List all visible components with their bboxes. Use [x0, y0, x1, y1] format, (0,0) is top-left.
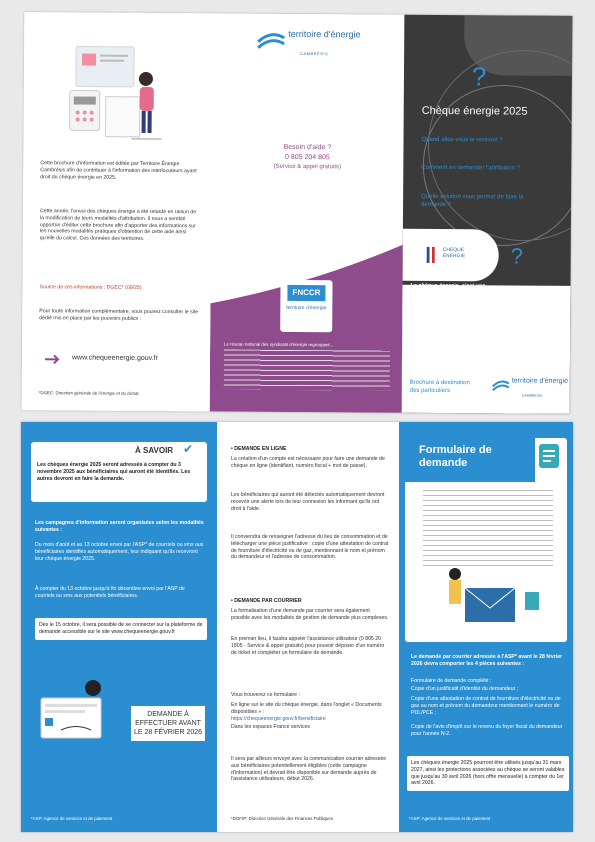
form-item-2: Copie d'un justificatif d'identité du demandeur ;: [411, 686, 519, 692]
info-box-2-text: Dès le 15 octobre, il sera possible de se connecter sur la plateforme de demande accessible sur le site www.chequeenergie.gouv.fr: [35, 618, 207, 640]
panel-cover: [402, 15, 573, 414]
help-note: (Service & appel gratuits): [273, 163, 342, 171]
info-box-1: [31, 442, 207, 502]
footnote-asp-2: *ASP: Agence de services et de paiement: [409, 816, 491, 821]
validity-note: Les chèques énergie 2025 pourront être utilisés jusqu'au 31 mars 2027, ainsi les protections associées au chèque se seront valables que jusqu'au 30 avril 2026 (hors offre mensuelle) à compter du 1er avril 2026.: [407, 756, 569, 791]
mail-bullet-1: En ligne sur le site du chèque énergie, dans l'onglet « Documents disponibles » :: [231, 702, 382, 715]
footer-logo-icon: [492, 377, 510, 391]
question-2: Comment en demander l'attribution ?: [421, 164, 520, 172]
footer-logo-sub: CAMBRÉSIS: [521, 393, 543, 398]
question-mark-icon-2: ?: [510, 243, 524, 269]
website-link[interactable]: www.chequeenergie.gouv.fr: [71, 354, 158, 363]
online-p1: La création d'un compte est nécessaire pour faire une demande de chèque en ligne (identifiant, numéro fiscal + mot de passe).: [231, 456, 385, 469]
fnccr-badge: [280, 280, 332, 332]
panel-demandes: [217, 422, 399, 832]
mail-p3: Vous trouverez ce formulaire :: [231, 692, 300, 698]
form-lead: Le demande par courrier adressée à l'ASP* avant le 28 février 2026 devra comporter les 4 pièces suivantes :: [411, 654, 563, 667]
help-title: Besoin d'aide ?: [283, 143, 332, 152]
illustration-person-laptop: [31, 678, 125, 778]
logo-wordmark: territoire d'énergie: [288, 28, 361, 40]
brochure-front-sheet: [22, 12, 573, 414]
question-1: Quand allez-vous le recevoir ?: [421, 136, 503, 144]
deadline-badge: DEMANDE À EFFECTUER AVANT LE 28 FÉVRIER 2026: [131, 706, 205, 741]
intro-text: Cette brochure d'information est éditée par Territoire Énergie Cambrésis afin de contribuer à l'information des interlocuteurs ayant droit du chèque énergie en 2025.: [40, 160, 197, 181]
footnote-dgfip: *DGFIP: Direction Générale des Finances Publiques: [231, 816, 334, 821]
cover-title: Chèque énergie 2025: [421, 104, 528, 118]
network-text: Le réseau national des syndicats d'énergie regroupant...: [224, 341, 334, 348]
heading-online: • DEMANDE EN LIGNE: [231, 446, 287, 452]
fnccr-name: territoire d'énergie: [286, 304, 327, 312]
card-line2: ÉNERGIE: [442, 253, 466, 260]
footnote-asp: *ASP: Agence de services et de paiement: [31, 816, 113, 821]
fnccr-acronym: FNCCR: [287, 285, 325, 301]
card-line1: CHÈQUE: [442, 247, 465, 254]
checkmark-icon: ✔: [183, 442, 194, 456]
panel-formulaire: [399, 422, 573, 832]
question-mark-icon: ?: [471, 61, 487, 92]
network-text-lines: [224, 349, 390, 390]
more-info-text: Pour toute information complémentaire, vous pouvez consulter le site dédié mis en place par les pouvoirs publics :: [39, 308, 199, 322]
question-3: Quelle solution vous permet de faire la demande ?: [421, 193, 524, 209]
context-text: Cette année, l'envoi des chèques énergie a été retardé en raison de la modification de leurs modalités d'attribution. Il nous a semblé opportun d'éditer cette brochure afin d'apporter des informations sur les nouvelles modalités pratiques d'obtention de cette aide ainsi qu'elle du calcul. Ces données des territoires.: [39, 208, 197, 243]
tagline: Le chèque énergie, c'est une aide: [410, 282, 486, 296]
mail-p2: En premier lieu, il faudra appeler l'assistance utilisateur (0 805 20 1805 - Service & appel gratuits) pour pouvoir déposer d'un numéro de ticket et compléter un formulaire de demande.: [231, 636, 385, 656]
online-p3: Il conviendra de renseigner l'adresse du lieu de consommation et de télécharger une pièce justificative : copie d'une attestation de contrat de fourniture d'électricité ou de gaz, mentionnant le nom et prénom du demandeur et l'adresse de consommation.: [231, 534, 389, 561]
panel-contact: [210, 13, 405, 412]
form-link[interactable]: https://chequeenergie.gouv.fr/beneficiaire: [231, 716, 326, 722]
panel-intro: [22, 12, 213, 411]
cheque-card-photo: [403, 229, 499, 282]
mail-p4: Il sera par ailleurs envoyé avec la communication courrier adressée aux bénéficiaires potentiellement éligibles (cette campagne d'information) et devrait être disponible sur demande auprès de l'assistance utilisateurs, début 2026.: [231, 756, 387, 783]
footer-logo-wordmark: territoire d'énergie: [511, 377, 569, 385]
pointing-hand-icon: [44, 352, 66, 366]
campaign-bullet-2: À compter du 13 octobre jusqu'à fin décembre envoi par l'ASP de courriels ou sms aux potentiels bénéficiaires.: [35, 586, 185, 599]
mail-bullet-2: Dans les espaces France services: [231, 724, 310, 730]
form-item-4: Copie de l'avis d'impôt sur le revenu du foyer fiscal du demandeur pour l'année N-2.: [411, 724, 563, 737]
campaigns-title: Les campagnes d'information seront organisées selon les modalités suivantes :: [35, 520, 204, 533]
illustration-mail-person: [425, 558, 555, 638]
online-p2: Les bénéficiaires qui auront été détectés automatiquement devront recevoir une alerte lors de leur connexion les informant qu'ils ont droit à l'aide.: [231, 492, 385, 512]
help-phone[interactable]: 0 805 204 805: [284, 153, 330, 162]
form-title: Formulaire de demande: [419, 444, 492, 469]
campaign-bullet-1: Du mois d'août et au 13 octobre envoi par l'ASP* de courriels ou sms aux bénéficiaires identifiés automatiquement, leur indiquant qu'ils recevront leur chèque énergie 2025.: [35, 542, 204, 562]
brochure-inside-sheet: [21, 422, 573, 832]
form-item-1: Formulaire de demande complété ;: [411, 678, 492, 684]
heading-a-savoir: À SAVOIR: [135, 446, 174, 455]
heading-mail: • DEMANDE PAR COURRIER: [231, 598, 302, 604]
form-card: [405, 438, 567, 642]
territoire-energie-logo-icon: [256, 28, 286, 52]
tagline-sub: à destination des ménages modestes pour payer leurs factures d'énergie: [410, 298, 486, 310]
footnote-dgec: *DGEC: Direction générale de l'énergie et du climat: [38, 390, 139, 396]
mail-p1: La formalisation d'une demande par courrier sera également possible avec les modalités de gestion de demande plus complexes.: [231, 608, 389, 621]
info-box-1-text: Les chèques énergie 2025 seront adressés à compter du 3 novembre 2025 aux bénéficiaires qui auront été identifiés. Les autres devront en faire la demande.: [37, 462, 191, 482]
logo-subtitle: CAMBRÉSIS: [300, 51, 329, 57]
source-note: Source de ces informations : DGEC* (09/25): [39, 284, 142, 291]
illustration-documents: [61, 38, 172, 149]
form-document-icon: [537, 442, 563, 470]
panel-a-savoir: [21, 422, 217, 832]
form-item-3: Copie d'une attestation de contrat de fourniture d'électricité ou de gaz au nom et prénom du demandeur mentionnant le numéro de PDL/PCE ;: [411, 696, 561, 716]
audience-label: Brochure à destination des particuliers: [409, 379, 470, 395]
french-flag-icon: [427, 247, 435, 263]
